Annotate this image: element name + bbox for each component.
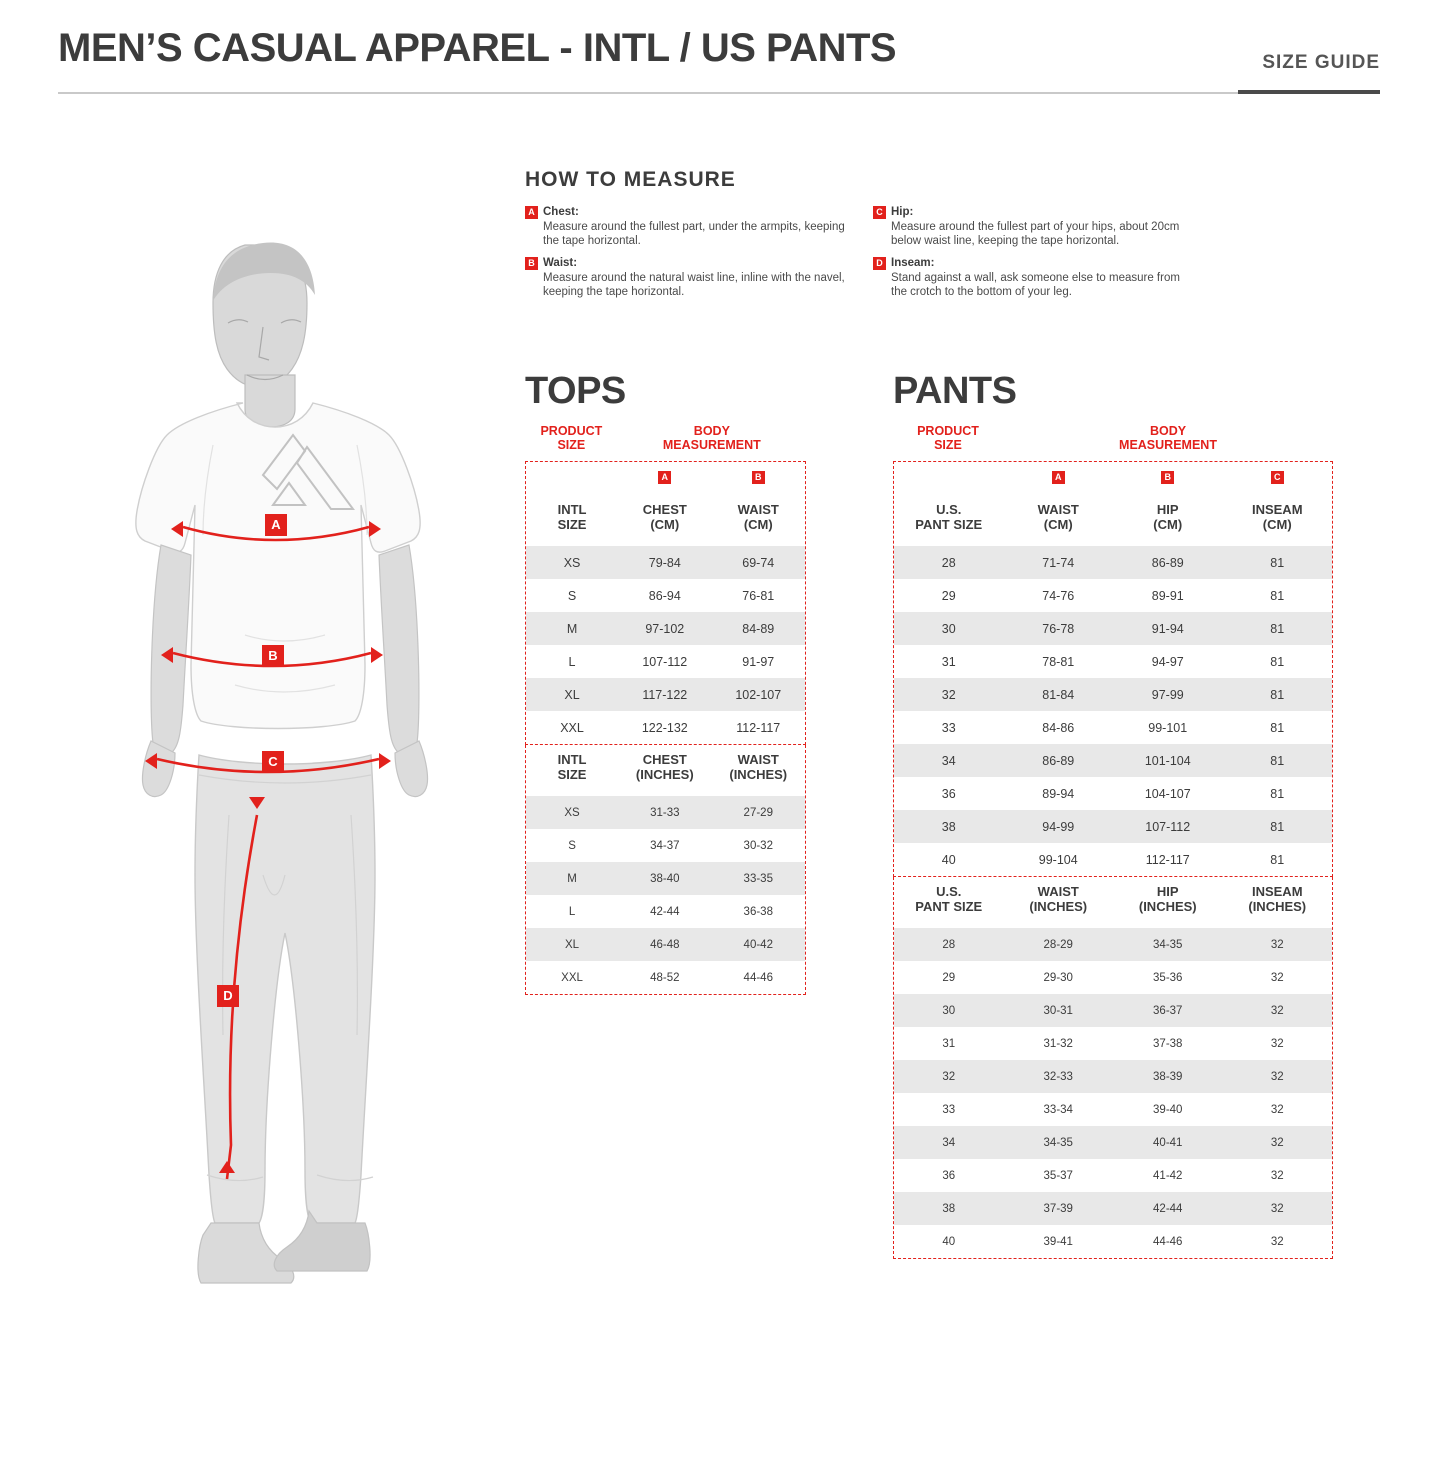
measure-badge-c: C — [873, 206, 886, 219]
cell: 33-34 — [1043, 1103, 1073, 1116]
cell: 27-29 — [712, 796, 805, 829]
cell: 89-94 — [1042, 786, 1075, 801]
cell: 36 — [941, 786, 956, 801]
cell: 38-40 — [618, 862, 711, 895]
cell: S — [567, 588, 577, 603]
measure-badge-d: D — [873, 257, 886, 270]
pants-cm-badge-c: C — [1223, 462, 1333, 495]
cell: 36-37 — [1113, 994, 1223, 1027]
header-divider-left — [58, 92, 1238, 94]
cell: 35-36 — [1153, 971, 1183, 984]
cell: 94-99 — [1004, 810, 1114, 843]
cell: 42-44 — [650, 905, 680, 918]
tops-in-col-chest: CHEST (INCHES) — [635, 751, 694, 782]
table-row — [894, 1027, 1332, 1060]
cell: 44-46 — [743, 971, 773, 984]
cell: 112-117 — [1145, 852, 1190, 867]
cell: 32 — [1270, 1103, 1284, 1116]
cell: 99-101 — [1148, 720, 1188, 735]
cell: 81 — [1223, 678, 1333, 711]
measure-badge-b: B — [525, 257, 538, 270]
cell: 31-33 — [618, 796, 711, 829]
pants-cm-col-hip: HIP (CM) — [1153, 501, 1183, 532]
table-row — [894, 777, 1332, 810]
cell: L — [568, 654, 576, 669]
table-row — [894, 546, 1332, 579]
measure-text-hip: Measure around the fullest part of your hips, about 20cm below waist line, keeping the tape horizontal. — [891, 221, 1180, 247]
cell: 81 — [1223, 612, 1333, 645]
cell: 84-89 — [712, 612, 805, 645]
cell: 89-91 — [1151, 588, 1184, 603]
cell: 69-74 — [712, 546, 805, 579]
cell: 32 — [1223, 1060, 1333, 1093]
cell: 31 — [942, 1037, 956, 1050]
pants-cm-section — [893, 461, 1333, 877]
cell: 32 — [894, 1060, 1004, 1093]
cell: 36-38 — [743, 905, 773, 918]
cell: 81 — [1270, 588, 1285, 603]
how-to-measure-item-inseam — [873, 257, 1193, 299]
cell: 71-74 — [1004, 546, 1114, 579]
cell: 81 — [1270, 786, 1285, 801]
size-guide-label: SIZE GUIDE — [1262, 52, 1380, 73]
cell: XS — [526, 546, 618, 579]
cell: S — [568, 839, 576, 852]
table-row — [526, 895, 805, 928]
tops-in-col-waist: WAIST (INCHES) — [729, 751, 788, 782]
cell: 81 — [1223, 546, 1333, 579]
table-row — [526, 645, 805, 678]
cell: 42-44 — [1113, 1192, 1223, 1225]
table-row — [526, 796, 805, 829]
measure-text-inseam: Stand against a wall, ask someone else to measure from the crotch to the bottom of your leg. — [891, 272, 1180, 298]
cell: 36 — [942, 1169, 956, 1182]
cell: 37-38 — [1153, 1037, 1183, 1050]
cell: 99-104 — [1038, 852, 1078, 867]
cell: 117-122 — [618, 678, 711, 711]
page-header — [0, 0, 1440, 98]
pants-section-title: PANTS — [893, 370, 1017, 412]
tops-cm-badge-b: B — [712, 462, 805, 495]
pants-cm-badge-b: B — [1113, 462, 1223, 495]
table-row — [894, 961, 1332, 994]
cell: 86-94 — [648, 588, 681, 603]
table-row — [526, 862, 805, 895]
cell: 86-89 — [1004, 744, 1114, 777]
table-row — [526, 928, 805, 961]
marker-badge-b: B — [262, 645, 284, 667]
cell: 46-48 — [618, 928, 711, 961]
cell: 81 — [1270, 852, 1285, 867]
how-to-measure-title: HOW TO MEASURE — [525, 168, 736, 191]
table-row — [894, 1225, 1332, 1258]
table-row — [894, 579, 1332, 612]
cell: 34 — [894, 744, 1004, 777]
cell: 102-107 — [712, 678, 805, 711]
cell: 97-102 — [618, 612, 711, 645]
cell: 31-32 — [1043, 1037, 1073, 1050]
cell: 40 — [942, 1235, 956, 1248]
cell: 29 — [942, 971, 956, 984]
pants-in-col-inseam: INSEAM (INCHES) — [1248, 883, 1307, 914]
cell: 81 — [1270, 720, 1285, 735]
table-row — [526, 612, 805, 645]
pants-cm-col-inseam: INSEAM (CM) — [1251, 501, 1303, 532]
pants-in-col-waist: WAIST (INCHES) — [1029, 883, 1088, 914]
measure-label-waist: Waist: — [543, 257, 578, 269]
table-row — [894, 744, 1332, 777]
pants-cm-badge-spacer — [894, 462, 1004, 495]
table-row — [894, 1060, 1332, 1093]
table-row — [894, 645, 1332, 678]
cell: 33 — [941, 720, 956, 735]
cell: 32 — [1223, 1126, 1333, 1159]
cell: 91-94 — [1113, 612, 1223, 645]
cell: 101-104 — [1113, 744, 1223, 777]
pants-product-size-header: PRODUCT SIZE — [917, 423, 979, 452]
pants-body-measurement-header: BODY MEASUREMENT — [1119, 423, 1217, 452]
cell: 39-41 — [1043, 1235, 1073, 1248]
cell: 32 — [894, 678, 1004, 711]
how-to-measure-column-right — [873, 206, 1193, 308]
cell: 112-117 — [736, 720, 781, 735]
cell: 81 — [1223, 744, 1333, 777]
cell: 81 — [1223, 810, 1333, 843]
cell: 35-37 — [1043, 1169, 1073, 1182]
tops-cm-col-chest: CHEST (CM) — [642, 501, 687, 532]
table-row — [894, 843, 1332, 876]
cell: 33-35 — [712, 862, 805, 895]
tops-in-col-size: INTL SIZE — [557, 751, 587, 782]
cell: 30 — [894, 612, 1004, 645]
table-row — [894, 711, 1332, 744]
table-row — [894, 1192, 1332, 1225]
model-illustration — [95, 215, 475, 1305]
cell: 39-40 — [1153, 1103, 1183, 1116]
cell: 30-31 — [1004, 994, 1114, 1027]
table-row — [894, 1126, 1332, 1159]
cell: 79-84 — [618, 546, 711, 579]
cell: 40-42 — [712, 928, 805, 961]
marker-badge-d: D — [217, 985, 239, 1007]
cell: 86-89 — [1113, 546, 1223, 579]
cell: 32 — [1270, 1037, 1284, 1050]
cell: 32 — [1223, 1192, 1333, 1225]
cell: XXL — [560, 720, 584, 735]
cell: 34-35 — [1113, 928, 1223, 961]
cell: 34-37 — [650, 839, 680, 852]
how-to-measure-column-left — [525, 206, 845, 308]
cell: 32 — [1270, 971, 1284, 984]
cell: 38 — [894, 1192, 1004, 1225]
cell: 107-112 — [642, 654, 688, 669]
cell: 84-86 — [1042, 720, 1075, 735]
cell: 40-41 — [1113, 1126, 1223, 1159]
how-to-measure-item-chest — [525, 206, 845, 248]
pants-group-header-table — [893, 420, 1333, 461]
cell: 30 — [894, 994, 1004, 1027]
pants-in-col-size: U.S. PANT SIZE — [915, 883, 983, 914]
cell: 78-81 — [1042, 654, 1075, 669]
cell: 32-33 — [1004, 1060, 1114, 1093]
cell: 34 — [894, 1126, 1004, 1159]
pants-cm-col-size: U.S. PANT SIZE — [915, 501, 983, 532]
pants-inches-section — [893, 877, 1333, 1259]
cell: XS — [526, 796, 618, 829]
table-row — [894, 928, 1332, 961]
cell: 33 — [942, 1103, 956, 1116]
table-row — [894, 1159, 1332, 1192]
table-row — [526, 829, 805, 862]
cell: XL — [526, 678, 618, 711]
cell: 32 — [1270, 1235, 1284, 1248]
cell: 94-97 — [1151, 654, 1184, 669]
cell: 38-39 — [1113, 1060, 1223, 1093]
cell: 41-42 — [1153, 1169, 1183, 1182]
tops-cm-col-size: INTL SIZE — [557, 501, 587, 532]
tops-cm-badge-spacer — [526, 462, 618, 495]
measure-label-inseam: Inseam: — [891, 257, 935, 269]
tops-cm-badge-a: A — [618, 462, 711, 495]
tops-product-size-header: PRODUCT SIZE — [540, 423, 603, 452]
tops-section-title: TOPS — [525, 370, 626, 412]
cell: 32 — [1223, 928, 1333, 961]
measure-badge-a: A — [525, 206, 538, 219]
tops-body-measurement-header: BODY MEASUREMENT — [662, 423, 761, 452]
cell: 107-112 — [1113, 810, 1223, 843]
table-row — [894, 612, 1332, 645]
measure-label-hip: Hip: — [891, 206, 914, 218]
measure-text-waist: Measure around the natural waist line, inline with the navel, keeping the tape horizontal. — [543, 272, 845, 298]
page-title: MEN’S CASUAL APPAREL - INTL / US PANTS — [58, 26, 897, 70]
cell: 97-99 — [1113, 678, 1223, 711]
cell: 29 — [941, 588, 956, 603]
cell: 91-97 — [742, 654, 775, 669]
cell: 81-84 — [1004, 678, 1114, 711]
cell: 34-35 — [1004, 1126, 1114, 1159]
cell: 81 — [1270, 654, 1285, 669]
cell: L — [568, 905, 576, 918]
cell: M — [526, 612, 618, 645]
how-to-measure-section — [525, 168, 1225, 308]
tops-group-header-table — [525, 420, 806, 461]
cell: 122-132 — [641, 720, 688, 735]
pants-cm-badge-a: A — [1004, 462, 1114, 495]
cell: 28 — [894, 546, 1004, 579]
cell: 28-29 — [1004, 928, 1114, 961]
cell: 30-32 — [743, 839, 773, 852]
cell: M — [526, 862, 618, 895]
measure-label-chest: Chest: — [543, 206, 579, 218]
pants-in-col-hip: HIP (INCHES) — [1138, 883, 1197, 914]
cell: 76-78 — [1004, 612, 1114, 645]
table-row — [894, 678, 1332, 711]
cell: 37-39 — [1004, 1192, 1114, 1225]
pants-cm-col-waist: WAIST (CM) — [1037, 501, 1079, 532]
table-row — [526, 546, 805, 579]
table-row — [526, 579, 805, 612]
table-row — [894, 810, 1332, 843]
cell: 31 — [941, 654, 956, 669]
tops-table — [525, 420, 806, 995]
how-to-measure-item-hip — [873, 206, 1193, 248]
cell: XXL — [561, 971, 583, 984]
table-row — [526, 678, 805, 711]
cell: 38 — [894, 810, 1004, 843]
marker-badge-c: C — [262, 751, 284, 773]
cell: 76-81 — [742, 588, 775, 603]
tops-cm-col-waist: WAIST (CM) — [737, 501, 779, 532]
tops-inches-section — [525, 745, 806, 995]
table-row — [526, 961, 805, 994]
table-row — [894, 994, 1332, 1027]
cell: 40 — [941, 852, 956, 867]
cell: XL — [526, 928, 618, 961]
measure-text-chest: Measure around the fullest part, under the armpits, keeping the tape horizontal. — [543, 221, 845, 247]
cell: 74-76 — [1042, 588, 1075, 603]
table-row — [894, 1093, 1332, 1126]
header-divider-right — [1238, 90, 1380, 94]
how-to-measure-item-waist — [525, 257, 845, 299]
cell: 104-107 — [1144, 786, 1191, 801]
cell: 48-52 — [650, 971, 680, 984]
cell: 44-46 — [1153, 1235, 1183, 1248]
tops-cm-section — [525, 461, 806, 745]
cell: 29-30 — [1043, 971, 1073, 984]
pants-table — [893, 420, 1333, 1259]
table-row — [526, 711, 805, 744]
cell: 32 — [1223, 994, 1333, 1027]
cell: 28 — [894, 928, 1004, 961]
marker-badge-a: A — [265, 514, 287, 536]
cell: 32 — [1270, 1169, 1284, 1182]
